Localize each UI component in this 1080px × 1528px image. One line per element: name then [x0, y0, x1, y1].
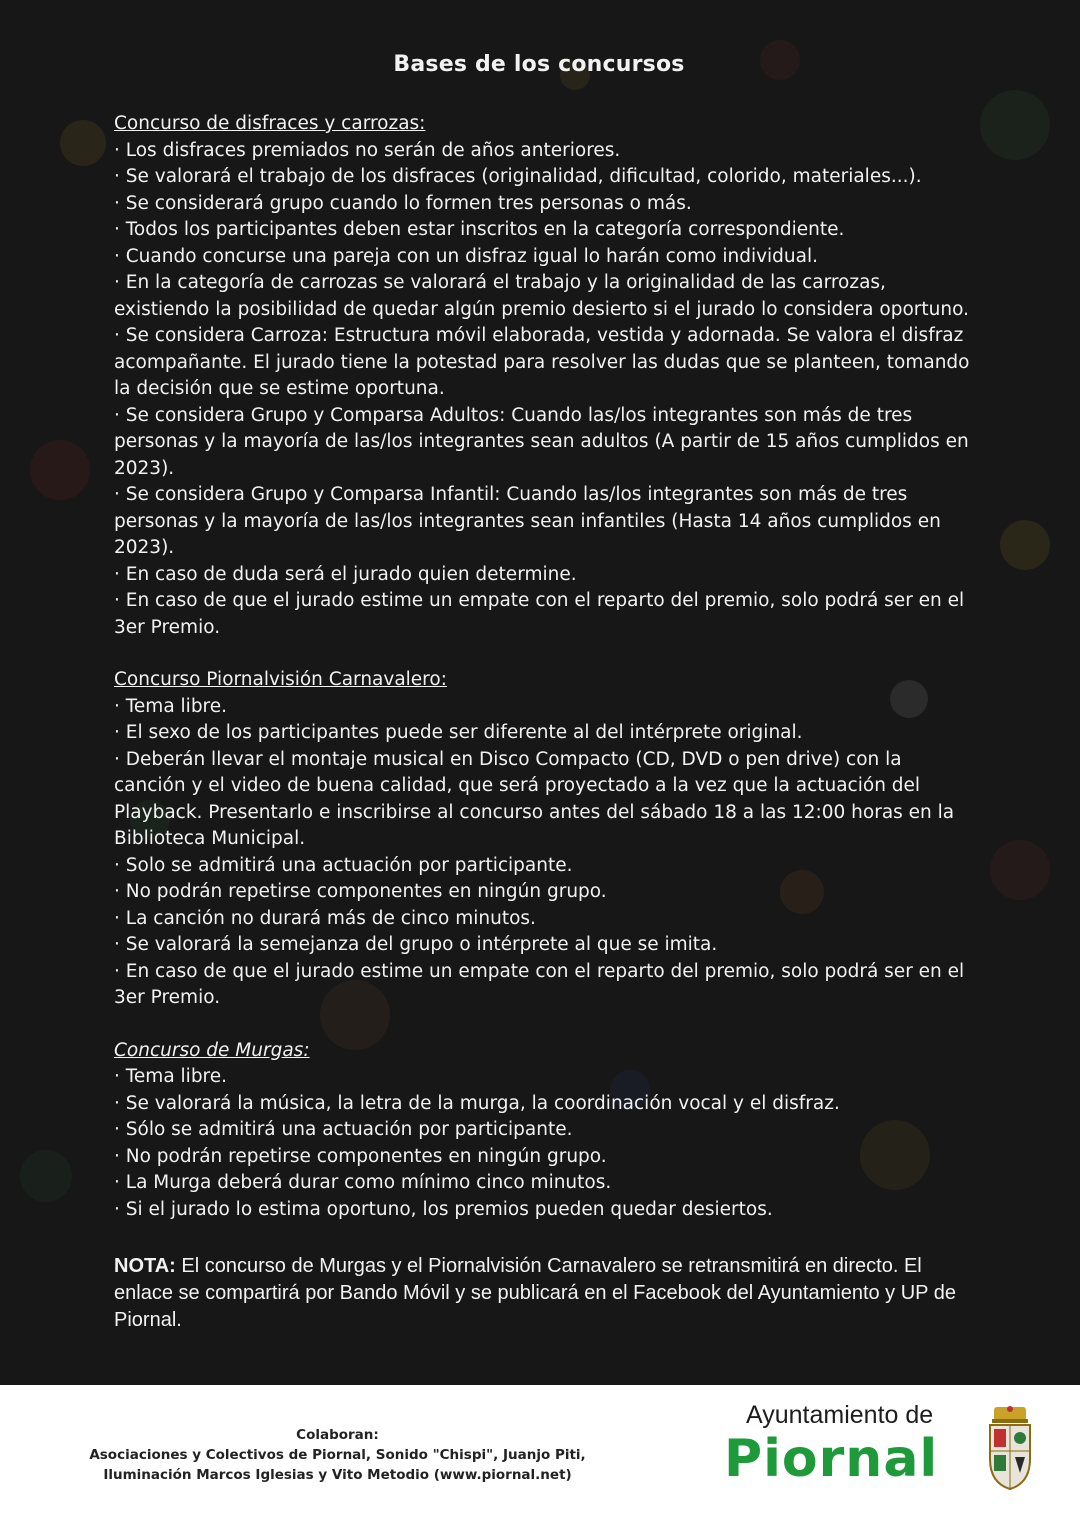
list-item: · Sólo se admitirá una actuación por participante. — [114, 1119, 573, 1140]
list-item: · No podrán repetirse componentes en ningún grupo. — [114, 1145, 607, 1167]
ayuntamiento-logo — [724, 1401, 1044, 1511]
footer — [0, 1385, 1080, 1528]
list-item: · Todos los participantes deben estar inscritos en la categoría correspondiente. — [114, 219, 845, 240]
list-item: · Se considera Grupo y Comparsa Infantil: Cuando las/los integrantes son más de tres personas y la mayoría de las/los integrantes sean infantiles (Hasta 14 años cumplidos en 2023). — [114, 484, 941, 558]
list-item: · Si el jurado lo estima oportuno, los premios pueden quedar desiertos. — [114, 1198, 773, 1220]
list-item: · No podrán repetirse componentes en ningún grupo. — [114, 881, 607, 902]
list-item: · Tema libre. — [114, 695, 228, 717]
section-piornalvision — [114, 667, 974, 1012]
list-item: · Se valorará la música, la letra de la murga, la coordinación vocal y el disfraz. — [114, 1092, 840, 1114]
list-item: · El sexo de los participantes puede ser diferente al del intérprete original. — [114, 722, 803, 743]
list-item: · En caso de duda será el jurado quien determine. — [114, 563, 577, 585]
list-item: · Se considera Carroza: Estructura móvil elaborada, vestida y adornada. Se valora el disfraz acompañante. El jurado tiene la potestad para resolver las dudas que se planteen, tomando la decisión que se estime oportuna. — [114, 325, 970, 399]
section-heading: Concurso de disfraces y carrozas: — [114, 113, 426, 134]
list-item: · Los disfraces premiados no serán de años anteriores. — [114, 139, 621, 161]
section-heading: Concurso de Murgas: — [114, 1039, 310, 1061]
list-item: · Tema libre. — [114, 1066, 228, 1087]
collaborators — [80, 1425, 595, 1485]
logo-title: Piornal — [724, 1429, 939, 1489]
list-item: · Deberán llevar el montaje musical en Disco Compacto (CD, DVD o pen drive) con la canción y el video de buena calidad, que será proyectado a la vez que la actuación del Playback. Presentarlo e inscribirse al concurso antes del sábado 18 a las 12:00 horas en la Biblioteca Municipal. — [114, 748, 955, 849]
rules-content — [114, 52, 974, 1334]
note-label: NOTA: — [114, 1255, 176, 1277]
note-text: El concurso de Murgas y el Piornalvisión Carnavalero se retransmitirá en directo. El enlace se compartirá por Bando Móvil y se publicará en el Facebook del Ayuntamiento y UP de Piornal. — [114, 1255, 956, 1331]
list-item: · La canción no durará más de cinco minutos. — [114, 907, 536, 929]
list-item: · Se considerará grupo cuando lo formen tres personas o más. — [114, 192, 692, 214]
list-item: · En caso de que el jurado estime un empate con el reparto del premio, solo podrá ser en el 3er Premio. — [114, 960, 965, 1008]
logo-subtitle: Ayuntamiento de — [746, 1401, 934, 1429]
coat-of-arms-icon — [982, 1405, 1038, 1493]
section-murgas — [114, 1038, 974, 1224]
collab-line: Asociaciones y Colectivos de Piornal, Sonido "Chispi", Juanjo Piti, — [89, 1447, 586, 1463]
list-item: · La Murga deberá durar como mínimo cinco minutos. — [114, 1172, 612, 1193]
list-item: · En la categoría de carrozas se valorará el trabajo y la originalidad de las carrozas, existiendo la posibilidad de quedar algún premio desierto si el jurado lo considera oportuno. — [114, 272, 969, 320]
list-item: · Solo se admitirá una actuación por participante. — [114, 854, 573, 876]
note-paragraph — [114, 1253, 974, 1334]
list-item: · Cuando concurse una pareja con un disfraz igual lo harán como individual. — [114, 245, 818, 267]
list-item: · Se valorará la semejanza del grupo o intérprete al que se imita. — [114, 934, 718, 955]
list-item: · En caso de que el jurado estime un empate con el reparto del premio, solo podrá ser en el 3er Premio. — [114, 590, 965, 638]
section-heading: Concurso Piornalvisión Carnavalero: — [114, 669, 447, 690]
collab-title: Colaboran: — [296, 1427, 379, 1443]
collab-line: Iluminación Marcos Iglesias y Vito Metodio (www.piornal.net) — [103, 1467, 572, 1483]
list-item: · Se considera Grupo y Comparsa Adultos: Cuando las/los integrantes son más de tres personas y la mayoría de las/los integrantes sean adultos (A partir de 15 años cumplidos en 2023). — [114, 404, 969, 479]
page-title: Bases de los concursos — [393, 52, 685, 77]
section-disfraces — [114, 111, 974, 641]
list-item: · Se valorará el trabajo de los disfraces (originalidad, dificultad, colorido, materiales...). — [114, 166, 922, 187]
